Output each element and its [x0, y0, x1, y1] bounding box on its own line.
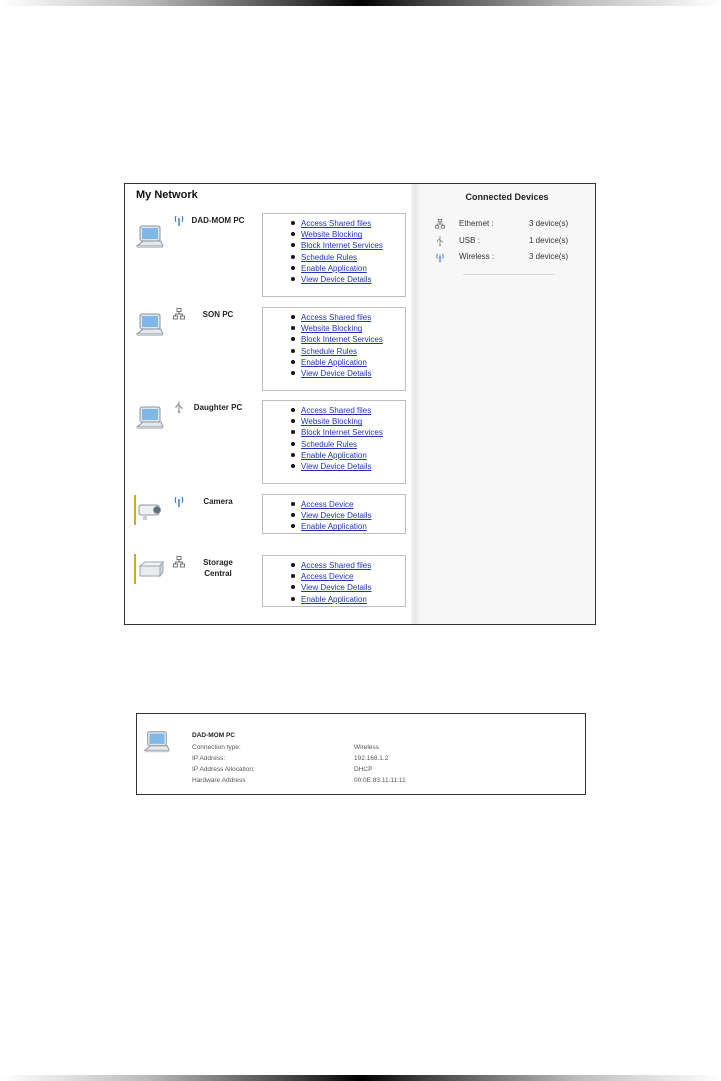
enable-application-link[interactable]: Enable Application — [301, 594, 367, 604]
wireless-icon — [173, 214, 185, 226]
pane-divider — [411, 184, 419, 624]
action-item — [301, 263, 405, 274]
device-actions-box — [262, 307, 406, 391]
pc-icon — [135, 222, 165, 252]
details-key: IP Address: — [192, 755, 226, 762]
details-value: 00:0E:83:11:11:11 — [354, 777, 406, 784]
connected-label: USB : — [459, 236, 480, 245]
device-actions-box — [262, 494, 406, 534]
pc-icon — [135, 403, 165, 433]
access-shared-files-link[interactable]: Access Shared files — [301, 313, 372, 322]
enable-application-link[interactable]: Enable Application — [301, 357, 367, 367]
action-item — [301, 357, 405, 368]
action-item — [301, 218, 405, 229]
view-device-details-link[interactable]: View Device Details — [301, 461, 372, 471]
device-details-panel — [136, 713, 586, 795]
details-key: Hardware Address — [192, 777, 246, 784]
device-list-pane — [125, 184, 410, 624]
action-item — [301, 571, 405, 582]
details-value: Wireless — [354, 744, 379, 751]
connected-divider — [463, 274, 555, 275]
connected-count: 3 device(s) — [529, 252, 569, 261]
website-blocking-link[interactable]: Website Blocking — [301, 230, 363, 240]
device-name-line2: Central — [204, 569, 232, 578]
page-top-bar — [0, 0, 721, 6]
action-item — [301, 560, 405, 571]
action-item — [301, 240, 405, 251]
action-item — [301, 252, 405, 263]
pc-icon — [135, 310, 165, 340]
action-item — [301, 334, 405, 345]
usb-icon — [173, 401, 185, 413]
details-value: DHCP — [354, 766, 373, 773]
action-item — [301, 510, 405, 521]
camera-icon — [133, 495, 167, 525]
details-key: Connection type: — [192, 744, 241, 751]
action-item — [301, 450, 405, 461]
website-blocking-link[interactable]: Website Blocking — [301, 417, 363, 427]
ethernet-icon — [173, 556, 185, 568]
wireless-icon — [173, 495, 185, 507]
details-row — [192, 744, 582, 753]
website-blocking-link[interactable]: Website Blocking — [301, 324, 363, 334]
enable-application-link[interactable]: Enable Application — [301, 522, 367, 532]
action-item — [301, 582, 405, 593]
device-actions-box — [262, 555, 406, 607]
device-name: SON PC — [202, 310, 234, 319]
enable-application-link[interactable]: Enable Application — [301, 450, 367, 460]
schedule-rules-link[interactable]: Schedule Rules — [301, 439, 358, 449]
my-network-panel — [124, 183, 596, 625]
wireless-icon — [435, 252, 445, 262]
device-name-line1: Storage — [203, 558, 233, 567]
my-network-title: My Network — [136, 189, 198, 201]
enable-application-link[interactable]: Enable Application — [301, 263, 367, 273]
device-name: DAD-MOM PC — [191, 216, 245, 225]
details-device-name: DAD-MOM PC — [192, 732, 235, 739]
device-actions-box — [262, 400, 406, 484]
action-item — [301, 439, 405, 450]
access-shared-files-link[interactable]: Access Shared files — [301, 561, 372, 570]
action-item — [301, 427, 405, 438]
action-item — [301, 346, 405, 357]
details-row — [192, 755, 582, 764]
view-device-details-link[interactable]: View Device Details — [301, 368, 372, 378]
storage-icon — [133, 554, 167, 584]
action-item — [301, 405, 405, 416]
details-row — [192, 766, 582, 775]
action-item — [301, 594, 405, 605]
access-device-link[interactable]: Access Device — [301, 500, 354, 509]
view-device-details-link[interactable]: View Device Details — [301, 583, 372, 593]
view-device-details-link[interactable]: View Device Details — [301, 274, 372, 284]
schedule-rules-link[interactable]: Schedule Rules — [301, 252, 358, 262]
connected-label: Wireless : — [459, 252, 495, 261]
connected-label: Ethernet : — [459, 219, 494, 228]
connected-row-wireless — [435, 252, 593, 264]
device-name — [185, 557, 251, 579]
action-item — [301, 323, 405, 334]
details-key: IP Address Allocation: — [192, 766, 255, 773]
block-internet-services-link[interactable]: Block Internet Services — [301, 241, 383, 251]
connected-devices-title: Connected Devices — [465, 192, 549, 202]
device-name: Camera — [203, 497, 233, 506]
connected-row-usb — [435, 236, 593, 248]
block-internet-services-link[interactable]: Block Internet Services — [301, 428, 383, 438]
details-value: 192.168.1.2 — [354, 755, 389, 762]
device-actions-box — [262, 213, 406, 297]
access-device-link[interactable]: Access Device — [301, 572, 354, 582]
action-item — [301, 312, 405, 323]
action-item — [301, 521, 405, 532]
connected-row-ethernet — [435, 219, 593, 231]
connected-count: 3 device(s) — [529, 219, 569, 228]
details-row — [192, 777, 582, 786]
connected-devices-pane — [419, 184, 595, 624]
action-item — [301, 461, 405, 472]
usb-icon — [435, 236, 445, 246]
action-item — [301, 368, 405, 379]
view-device-details-link[interactable]: View Device Details — [301, 511, 372, 521]
page-bottom-bar — [0, 1075, 721, 1081]
action-item — [301, 499, 405, 510]
ethernet-icon — [173, 308, 185, 320]
pc-icon — [143, 728, 171, 756]
device-name: Daughter PC — [193, 403, 243, 412]
action-item — [301, 274, 405, 285]
action-item — [301, 229, 405, 240]
access-shared-files-link[interactable]: Access Shared files — [301, 219, 372, 228]
action-item — [301, 416, 405, 427]
schedule-rules-link[interactable]: Schedule Rules — [301, 346, 358, 356]
connected-count: 1 device(s) — [529, 236, 569, 245]
access-shared-files-link[interactable]: Access Shared files — [301, 406, 372, 415]
ethernet-icon — [435, 219, 445, 229]
block-internet-services-link[interactable]: Block Internet Services — [301, 335, 383, 345]
